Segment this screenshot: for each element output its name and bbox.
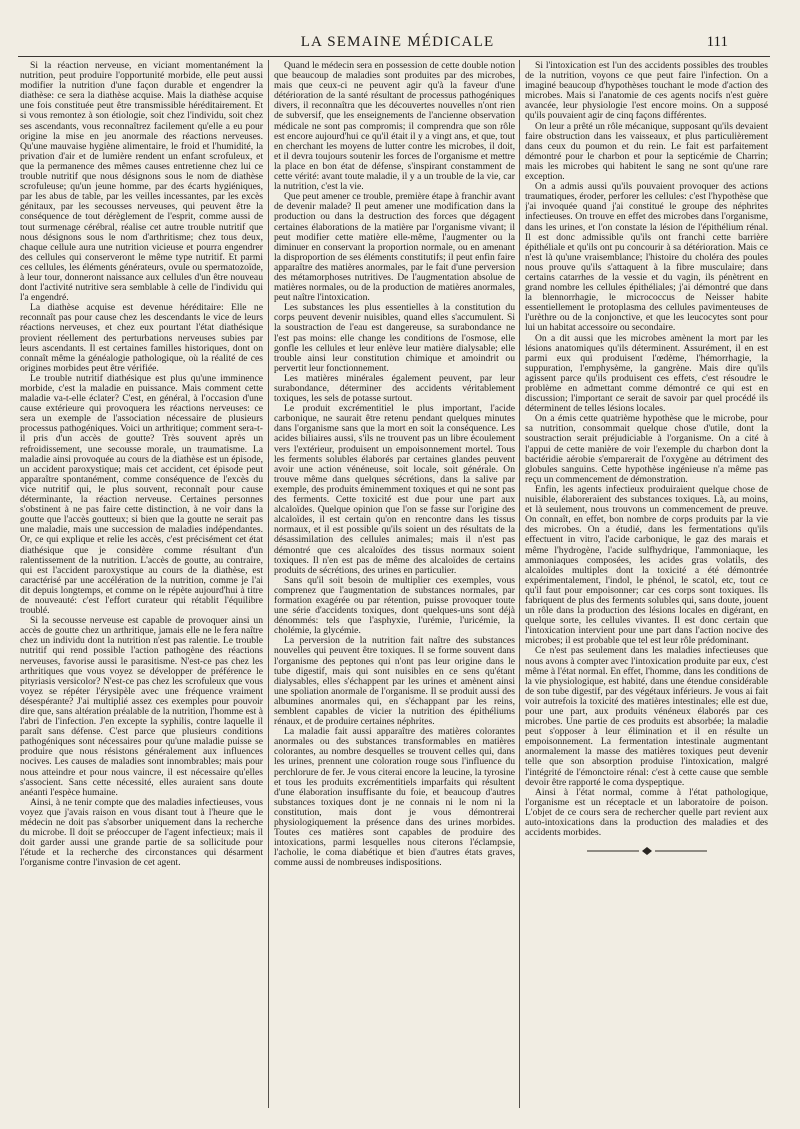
header-rule (18, 56, 770, 57)
paragraph: Si la secousse nerveuse est capable de provoquer ainsi un accès de goutte chez un arthritique, jamais elle ne le fera naître chez un individu dont la nutrition n'est pas ralentie. Le trouble nutritif qui rend possible l'action pathogène des réactions nerveuses, favorise aussi le parasitisme. N'est-ce pas chez les arthritiques que vous voyez se développer de préférence le pityriasis versicolor? N'est-ce pas chez les scrofuleux que vous voyez se répéter l'érysipèle avec une fréquence vraiment désespérante? J'ai multiplié assez ces exemples pour pouvoir dire que, sans altération préalable de la nutrition, l'homme est à l'abri de l'infection. J'en excepte la syphilis, contre laquelle il paraît sans défense. C'est parce que plusieurs conditions pathogéniques sont nécessaires pour qu'une maladie puisse se produire que nous résistons généralement aux influences nocives. Les causes de maladies sont innombrables; mais pour nous atteindre et pour nous vaincre, il est nécessaire qu'elles s'associent. Sans cette nécessité, elles auraient sans doute anéanti l'espèce humaine. (20, 615, 263, 798)
paragraph: Si la réaction nerveuse, en viciant momentanément la nutrition, peut produire l'opportunité morbide, elle peut aussi modifier la nutrition d'une façon durable et engendrer la diathèse: ce sera la diathèse acquise. Mais la diathèse acquise une fois constituée peut être transmissible héréditairement. Et si vous remontez à son étiologie, soit chez l'individu, soit chez ses ascendants, vous reconnaîtrez facilement qu'elle a eu pour origine la mise en jeu anormale des réactions nerveuses. Qu'une mauvaise hygiène alimentaire, le froid et l'humidité, la privation d'air et de lumière rendent un enfant scrofuleux, et que la permanence des mêmes causes entretienne chez lui ce trouble nutritif que nous désignons sous le nom de diathèse scrofuleuse; qu'un jeune homme, par des écarts hygiéniques, par les abus de table, par les veilles incessantes, par les excès génitaux, par les secousses nerveuses, qui peuvent être la conséquence de tout dérèglement de l'esprit, comme aussi de tout surmenage cérébral, réalise cet autre trouble nutritif que nous désignons sous le nom d'arthritisme; chez tous deux, chaque cellule aura une nutrition vicieuse et pourra engendrer des cellules qui conserveront le même type nutritif. Et parmi ces cellules, les éléments générateurs, ovule ou spermatozoïde, à leur tour, donneront naissance aux cellules d'un être nouveau dont l'activité nutritive sera semblable à celle de l'individu qui l'a engendré. (20, 61, 263, 304)
paragraph: On leur a prêté un rôle mécanique, supposant qu'ils devaient faire obstruction dans les vaisseaux, et plus particulièrement dans ceux du poumon et du rein. Le fait est parfaitement démontré pour le charbon et pour la septicémie de Charrin; mais les microbes qui habitent le sang ne sont qu'une rare exception. (525, 120, 768, 183)
paragraph: Enfin, les agents infectieux produiraient quelque chose de nuisible, élaboreraient des substances toxiques. Là, au moins, et là seulement, nous trouvons un commencement de preuve. On connaît, en effet, bon nombre de corps produits par la vie des microbes. On a étudié, dans les fermentations qu'ils effectuent in vitro, l'acide carbonique, le gaz des marais et même l'hydrogène, l'acide sulfhydrique, l'ammoniaque, les ammoniaques composées, les acides gras volatils, des alcaloïdes multiples dont la toxicité a été démontrée expérimentalement, l'indol, le phénol, le scatol, etc, tout ce qu'il faut pour empoisonner; car ces corps sont toxiques. Ils fabriquent de plus des ferments solubles qui, sans doute, jouent un rôle dans la production des lésions locales en digérant, en quelque sorte, les cellules vivantes. Il est donc certain que l'intoxication intervient pour une part dans l'action nocive des microbes; il est probable que tel est leur rôle prédominant. (525, 483, 768, 647)
paragraph: Les matières minérales également peuvent, par leur surabondance, déterminer des accidents véritablement toxiques, les sels de potasse surtout. (274, 372, 515, 405)
paragraph: On a admis aussi qu'ils pouvaient provoquer des actions traumatiques, éroder, perforer les cellules: c'est l'hypothèse que j'ai invoquée quand j'ai constitué le groupe des néphrites infectieuses. On trouve en effet des microbes dans l'organisme, dans les urines, et l'on constate la lésion de l'épithélium rénal. Il est donc admissible qu'ils ont franchi cette barrière épithéliale et qu'ils ont pu concourir à sa détérioration. Mais ce n'est là qu'une vraisemblance; l'histoire du choléra des poules nous prouve qu'ils s'attaquent à la fibre musculaire; dans certains catarrhes de la vessie et du vagin, ils pénètrent en grand nombre les cellules épithéliales; j'ai démontré que dans la blennorrhagie, le micrococcus de Neisser habite essentiellement le protoplasma des cellules pavimenteuses de l'urèthre ou de la conjonctive, et que les leucocytes sont pour lui un habitat accessoire ou secondaire. (525, 181, 768, 334)
paragraph: La maladie fait aussi apparaître des matières colorantes anormales ou des substances transformables en matières colorantes, au nombre desquelles se trouvent celles qui, dans les urines, prennent une coloration rouge sous l'influence du perchlorure de fer. Je vous citerai encore la leucine, la tyrosine et tous les produits excrémentitiels imparfaits qui résultent d'une élaboration insuffisante du foie, et beaucoup d'autres substances toxiques dont je ne connais ni le nom ni la constitution, mais dont je vous démontrerai physiologiquement la présence dans des urines morbides. Toutes ces matières sont capables de produire des intoxications, parmi lesquelles nous citerons l'éclampsie, l'acholie, le coma diabétique et bien d'autres états graves, comme aussi de nombreuses indispositions. (274, 726, 515, 869)
ornament-divider (587, 846, 707, 856)
text-column-2 (274, 61, 515, 1111)
paragraph: Que peut amener ce trouble, première étape à franchir avant de devenir malade? Il peut amener une modification dans la production ou dans la destruction des forces que dégagent certaines élaborations de la matière par l'organisme vivant; il peut modifier cette matière elle-même, l'augmenter ou la diminuer en conservant la proportion normale, ou en amenant la disproportion de ses éléments constitutifs; il peut enfin faire apparaître des matières anormales, par le fait d'une perversion des métamorphoses nutritives. De l'augmentation absolue de matières normales, ou de la production de matières anormales, peut naître l'intoxication. (274, 191, 515, 304)
paragraph: Quand le médecin sera en possession de cette double notion que beaucoup de maladies sont produites par des microbes, mais que ceux-ci ne peuvent agir qu'à la faveur d'une détérioration de la santé résultant de processus pathogéniques divers, il reconnaîtra que les découvertes nouvelles n'ont rien de subversif, que les enseignements de l'ancienne observation médicale ne sont pas compromis; il comprendra que son rôle est encore aujourd'hui ce qu'il était il y a vingt ans, et que, tout en cherchant les moyens de lutter contre les microbes, il doit, et il devra toujours soutenir les forces de l'organisme et mettre la place en bon état de défense, s'inspirant constamment de cette vérité: avant toute maladie, il y a un trouble de la vie, car la nutrition, c'est la vie. (274, 61, 515, 193)
text-column-3 (525, 61, 768, 1111)
paragraph: Ainsi, à ne tenir compte que des maladies infectieuses, vous voyez que j'avais raison en vous disant tout à l'heure que le médecin ne doit pas s'absorber uniquement dans la recherche du microbe. Il doit se préoccuper de l'agent infectieux; mais il doit garder aussi une grande partie de sa sollicitude pour l'étude et la recherche des circonstances qui désarment l'organisme contre l'invasion de cet agent. (20, 796, 263, 869)
column-rule (268, 60, 269, 1108)
paragraph: On a émis cette quatrième hypothèse que le microbe, pour sa nutrition, consommait quelque chose d'utile, dont la soustraction serait préjudiciable à l'organisme. On a cité à l'appui de cette manière de voir l'exemple du charbon dont la bactéridie aérobie s'emparerait de l'oxygène au détriment des globules sanguins. Cette hypothèse ingénieuse n'a même pas reçu un commencement de démonstration. (525, 413, 768, 485)
paragraph: La diathèse acquise est devenue héréditaire: Elle ne reconnaît pas pour cause chez les descendants le vice de leurs réactions nerveuses, et chez eux pourtant l'état diathésique provient réellement des perturbations nerveuses subies par leurs ascendants. Il est certaines familles historiques, dont on connaît même la généalogie pathologique, où la réalité de ces origines morbides peut être vérifiée. (20, 302, 263, 374)
column-rule (519, 60, 520, 1108)
paragraph: On a dit aussi que les microbes amènent la mort par les lésions anatomiques qu'ils déterminent. Assurément, il en est parmi eux qui produisent l'œdème, l'hémorrhagie, la suppuration, l'emphysème, la gangrène. Mais dire qu'ils agissent parce qu'ils produisent ces effets, c'est résoudre le problème en admettant comme démontré ce qui est en discussion; l'important ce serait de savoir par quel procédé ils déterminent de telles lésions locales. (525, 332, 768, 415)
running-head-title: LA SEMAINE MÉDICALE (300, 34, 495, 50)
paragraph: Les substances les plus essentielles à la constitution du corps peuvent devenir nuisibles, quand elles s'accumulent. Si la soustraction de l'eau est dangereuse, sa surabondance ne l'est pas moins: elle change les conditions de l'osmose, elle gonfle les cellules et leur enlève leur matière dialysable; elle trouble ainsi leur constitution chimique et amoindrit ou pervertit leur fonctionnement. (274, 302, 515, 374)
paragraph: Ce n'est pas seulement dans les maladies infectieuses que nous avons à compter avec l'intoxication produite par eux, c'est même à l'état normal. En effet, l'homme, dans les conditions de la vie physiologique, est habité, dans une étendue considérable de son tube digestif, par des végétaux inférieurs. Je vous ai fait voir autrefois la toxicité des matières intestinales; elle est due, pour une part, aux produits vénéneux élaborés par ces microbes. Une partie de ces produits est absorbée; la maladie peut s'opposer à leur élimination et il en résulte un empoisonnement. La fermentation intestinale augmentant anormalement la masse des matières toxiques peut devenir telle que son absorption produise l'intoxication, malgré l'intégrité de l'émonctoire rénal: c'est à cette cause que semble devoir être rapporté le coma dyspeptique. (525, 645, 768, 788)
paragraph: Le trouble nutritif diathésique est plus qu'une imminence morbide, c'est la maladie en puissance. Mais comment cette maladie va-t-elle éclater? C'est, en général, à l'occasion d'une cause extérieure qui provoquera les réactions nerveuses: ce sera un exemple de l'association nécessaire de plusieurs processus pathogéniques. Voici un arthritique; comment sera-t-il pris d'un accès de goutte? Très souvent après un refroidissement, une secousse morale, un traumatisme. La maladie ainsi provoquée au cours de la diathèse est un épisode, un accident paroxystique; mais cet accident, cet épisode peut apparaître spontanément, comme conséquence de l'excès du vice nutritif qui, le plus souvent, reconnaît pour cause déterminante, la réaction nerveuse. Certaines personnes s'obstinent à ne pas faire cette distinction, à ne voir dans la goutte que l'accès goutteux; si bien que la goutte ne serait pas une maladie, mais une succession de maladies indépendantes. Or, ce qui explique et relie les accès, c'est précisément cet état diathésique que je considère comme résultant d'un ralentissement de la nutrition. L'accès de goutte, au contraire, qui est l'accident paroxystique au cours de la diathèse, est caractérisé par une accélération de la nutrition, comme je l'ai dit depuis longtemps, et comme on le répète aujourd'hui à titre de nouveauté: c'est l'effort curateur qui rétablit l'équilibre troublé. (20, 372, 263, 617)
page-number: 111 (706, 34, 728, 50)
paragraph: Le produit excrémentitiel le plus important, l'acide carbonique, ne saurait être retenu pendant quelques minutes dans l'organisme sans que la mort en soit la conséquence. Les acides biliaires aussi, s'ils ne trouvent pas un libre écoulement vers l'extérieur, produisent un empoisonnement mortel. Tous les ferments solubles élaborés par certaines glandes peuvent avoir une action vénéneuse, soit locale, soit générale. On trouve même dans quelques sécrétions, dans la salive par exemple, des produits éminemment toxiques et qui ne sont pas des ferments. Cette toxicité est due pour une part aux alcaloïdes. Quelque opinion que l'on se fasse sur l'origine des alcaloïdes, il est certain qu'on en rencontre dans les tissus normaux, et il est possible qu'ils soient un des résultats de la désassimilation des cellules animales; mais il n'est pas démontré que ces alcaloïdes des tissus normaux soient toxiques. Il n'en est pas de même des alcaloïdes de certains produits de sécrétions, des urines en particulier. (274, 403, 515, 576)
paragraph: Sans qu'il soit besoin de multiplier ces exemples, vous comprenez que l'augmentation de substances normales, par formation exagérée ou par rétention, puisse provoquer toute une série d'accidents toxiques, dont quelques-uns sont déjà dénommés: tels que l'asphyxie, l'urémie, l'uricémie, la cholémie, la glycémie. (274, 574, 515, 637)
text-column-1 (20, 61, 263, 1111)
paragraph: Ainsi à l'état normal, comme à l'état pathologique, l'organisme est un réceptacle et un laboratoire de poison. L'objet de ce cours sera de rechercher quelle part revient aux auto-intoxications dans la production des maladies et des accidents morbides. (525, 786, 768, 839)
paragraph: La perversion de la nutrition fait naître des substances nouvelles qui peuvent être toxiques. Il se forme souvent dans l'organisme des peptones qui n'ont pas leur origine dans le tube digestif, mais qui sont nuisibles en ce sens qu'étant dialysables, elles s'échappent par les urines et amènent ainsi une spoliation anormale de l'organisme. Il se produit aussi des albumines anormales qui, en s'échappant par les reins, semblent capables de vicier la nutrition des épithéliums rénaux, et de produire certaines néphrites. (274, 635, 515, 728)
paragraph: Si l'intoxication est l'un des accidents possibles des troubles de la nutrition, voyons ce que peut faire l'infection. On a imaginé beaucoup d'hypothèses touchant le mode d'action des microbes. Mais si l'anatomie de ces agents nocifs n'est guère avancée, leur physiologie l'est encore moins. On a supposé qu'ils pouvaient agir de cinq façons différentes. (525, 61, 768, 122)
